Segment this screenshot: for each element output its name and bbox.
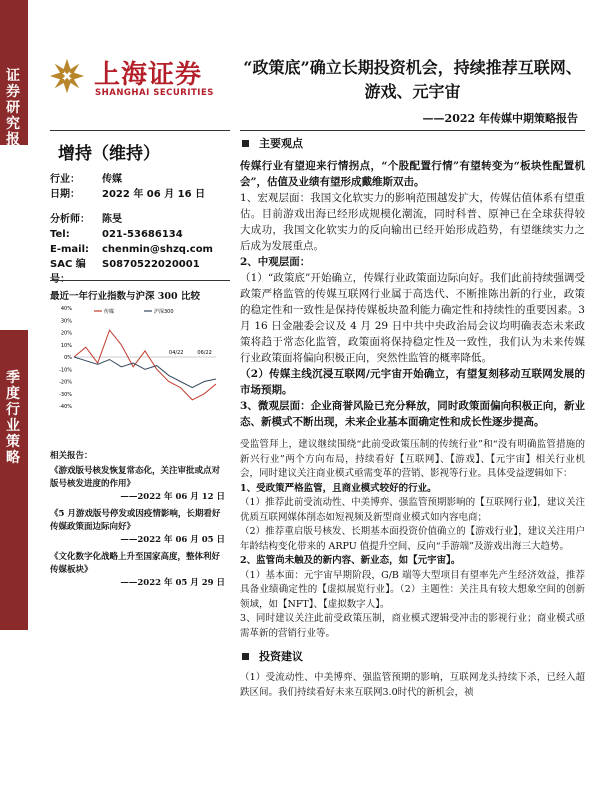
divider-left bbox=[50, 130, 230, 131]
section-heading: 主要观点 bbox=[242, 136, 585, 152]
side-label-top: 证券研究报告 bbox=[6, 68, 20, 164]
analyst-row: Tel: 021-53686134 bbox=[50, 229, 183, 240]
paragraph: 2、监管尚未触及的新内容、新业态，如【元宇宙】。 bbox=[240, 555, 461, 566]
divider-chart bbox=[50, 280, 230, 281]
y-tick-label: 0% bbox=[64, 355, 72, 361]
legend-label: 沪深300 bbox=[154, 309, 174, 315]
report-date: ——2022 年 06 月 05 日 bbox=[120, 535, 225, 545]
related-reports bbox=[50, 450, 225, 594]
paragraph: 传媒行业有望迎来行情拐点，“个股配置行情”有望转变为“板块性配置机会”，估值及业绩有望形成戴维斯双击。 bbox=[240, 160, 585, 188]
side-band-top bbox=[0, 0, 28, 164]
paragraph: 受监管拜上，建议继续围绕“此前受政策压制的传统行业”和“没有明确监管措施的新兴行业”两个方向布局，持续看好【互联网】、【游戏】、【元宇宙】相关行业机会，同时建议关注商业模式亟需变革的营销、影视等行业。具体受益逻辑如下： bbox=[240, 439, 585, 479]
rating: 增持（维持） bbox=[58, 144, 160, 164]
analyst-row: 分析师： 陈旻 bbox=[50, 214, 122, 225]
info-row: 行业： 传媒 bbox=[50, 174, 122, 185]
series-line bbox=[74, 330, 216, 400]
report-date: ——2022 年 06 月 12 日 bbox=[120, 492, 225, 502]
paragraph: 1、受政策严格监管，且商业模式较好的行业。 bbox=[240, 482, 437, 494]
report-link[interactable]: 《文化数字化战略上升至国家高度，整体利好传媒板块》 bbox=[50, 552, 221, 575]
paragraph: 2、中观层面： bbox=[240, 256, 311, 268]
paragraph: 3、微观层面：企业商誉风险已充分释放，同时政策面偏向积极正向，新业态、新模式不断出现，未来企业基本面确定性和成长性逐步提高。 bbox=[240, 400, 585, 428]
report-subtitle: ——2022 年传媒中期策略报告 bbox=[422, 112, 578, 125]
chart-title: 最近一年行业指数与沪深 300 比较 bbox=[50, 291, 200, 302]
analyst-row: E-mail: chenmin@shzq.com bbox=[50, 244, 213, 255]
paragraph: （1）“政策底”开始确立，传媒行业政策面边际向好。我们此前持续强调受政策严格监管的传媒互联网行业属于高迭代、不断推陈出新的行业，政策的稳定性和一致性是保持传媒板块盈利能力确定性和持续性的重要因素。3 月 16 日金融委会议及 4 月 29 日中共中央政治局会议均明确表态未来政策将趋于常态化监管，政策面将保持稳定性及一致性，我们认为未来传媒行业政策面将偏向积极正向，突然性监管的概率降低。 bbox=[240, 272, 585, 364]
section-heading: 投资建议 bbox=[242, 649, 585, 665]
legend-label: 传媒 bbox=[104, 309, 115, 315]
y-tick-label: 20% bbox=[60, 330, 72, 337]
brand-logo-icon bbox=[48, 57, 86, 95]
paragraph: 3、同时建议关注此前受政策压制，商业模式逻辑受冲击的影视行业；商业模式亟需革新的营销行业等。 bbox=[240, 613, 585, 639]
x-tick-label: 06/22 bbox=[197, 350, 212, 356]
paragraph: （1）推荐此前受流动性、中美博弈、强监管预期影响的【互联网行业】，建议关注优质互联网媒体削态如短视频及新型商业模式如内容电商； bbox=[240, 497, 585, 523]
main-content bbox=[240, 130, 585, 700]
paragraph: （2）推荐重启版号核发、长期基本面投资价值确立的【游戏行业】，建议关注用户年龄结构变化带来的 ARPU 值提升空间、反向“手游端”及游戏出海三大趋势。 bbox=[240, 526, 585, 552]
paragraph: （1）基本面：元宇宙早期阶段，G/B 端等大型项目有望率先产生经济效益，推荐具备业绩确定性的【虚拟展览行业】。（2）主题性：关注具有较大想象空间的创新领域，如【NFT】、【虚拟数字人】。 bbox=[240, 569, 585, 610]
report-link[interactable]: 《游戏版号核发恢复常态化，关注审批或点对版号核发进度的作用》 bbox=[50, 466, 221, 489]
info-panel bbox=[50, 135, 230, 287]
y-tick-label: 30% bbox=[60, 318, 72, 325]
series-line bbox=[74, 357, 216, 388]
y-tick-label: 10% bbox=[60, 342, 72, 349]
y-tick-label: -10% bbox=[59, 367, 72, 374]
brand-name-cn: 上海证券 bbox=[94, 60, 203, 90]
index-comparison-chart bbox=[50, 302, 220, 412]
report-date: ——2022 年 05 月 29 日 bbox=[120, 578, 225, 588]
paragraph: （1）受流动性、中美博弈、强监管预期的影响，互联网龙头持续下杀，已经入超跌区间。我们持续看好未来互联网3.0时代的新机会，祯 bbox=[240, 672, 585, 698]
y-tick-label: -30% bbox=[59, 391, 72, 398]
report-title: “政策底”确立长期投资机会，持续推荐互联网、游戏、元宇宙 bbox=[243, 58, 582, 101]
y-tick-label: -20% bbox=[59, 379, 72, 386]
report-link[interactable]: 《5 月游戏版号停发或因疫情影响，长期看好传媒政策面边际向好》 bbox=[50, 509, 221, 532]
y-tick-label: 40% bbox=[60, 306, 72, 312]
side-label-mid: 季度行业策略 bbox=[6, 370, 20, 466]
x-tick-label: 04/22 bbox=[169, 350, 184, 356]
y-tick-label: -40% bbox=[59, 404, 72, 410]
info-row: 日期： 2022 年 06 月 16 日 bbox=[50, 189, 206, 200]
brand-name-en: SHANGHAI SECURITIES bbox=[95, 88, 214, 98]
paragraph: 1、宏观层面：我国文化软实力的影响范围越发扩大，传媒估值体系有望重估。目前游戏出海已经形成规模化潮流，同时科普、原神已在全球获得较大成功，我国文化软实力的反向输出已经开始形成趋势，有望继续实力之后成为发展重点。 bbox=[240, 192, 585, 252]
paragraph: （2）传媒主线沉浸互联网/元宇宙开始确立，有望复刻移动互联网发展的市场预期。 bbox=[240, 368, 585, 396]
side-band-mid bbox=[0, 330, 28, 630]
related-heading: 相关报告： bbox=[50, 451, 93, 461]
analyst-row: SAC 编号： S0870522020001 bbox=[50, 259, 200, 285]
